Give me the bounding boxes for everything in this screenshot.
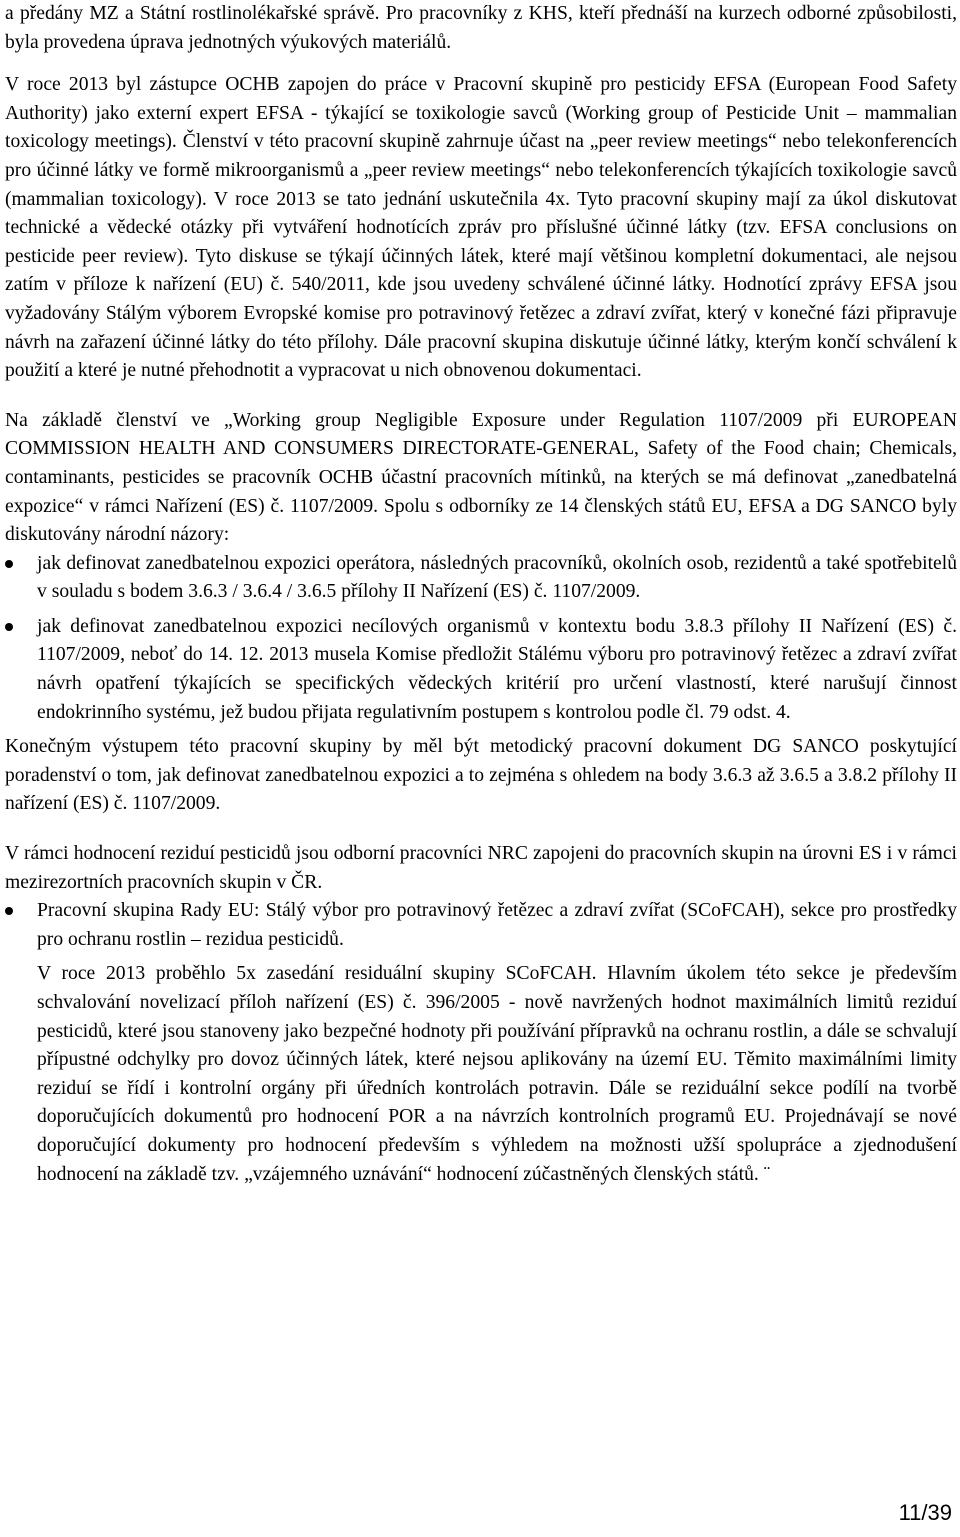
paragraph-efsa-working-group: V roce 2013 byl zástupce OCHB zapojen do práce v Pracovní skupině pro pesticidy EFSA (European Food Safety Authority) jako externí expert EFSA - týkající se toxikologie savců (Working group of Pesticide Unit – mammalian toxicology meetings). Členství v této pracovní skupině zahrnuje účast na „peer review meetings“ nebo telekonferencích pro účinné látky ve formě mikroorganismů a „peer review meetings“ nebo telekonferencích týkajících toxikologie savců (mammalian toxicology). V roce 2013 se tato jednání uskutečnila 4x. Tyto pracovní skupiny mají za úkol diskutovat technické a vědecké otázky při vytváření hodnotících zpráv pro příslušné účinné látky (tzv. EFSA conclusions on pesticide peer review). Tyto diskuse se týkají účinných látek, které mají většinou kompletní dokumentaci, ale nejsou zatím v příloze k nařízení (EU) č. 540/2011, kde jsou uvedeny schválené účinné látky. Hodnotící zprávy EFSA jsou vyžadovány Stálým výborem Evropské komise pro potravinový řetězec a zdraví zvířat, který v konečné fázi připravuje návrh na zařazení účinné látky do této přílohy. Dále pracovní skupina diskutuje účinné látky, kterým končí schválení k použití a které je nutné přehodnotit a vypracovat u nich obnovenou dokumentaci.	[5, 74, 957, 382]
paragraph-residue-evaluation: V rámci hodnocení reziduí pesticidů jsou odborní pracovníci NRC zapojeni do pracovních skupin na úrovni ES i v rámci mezirezortních pracovních skupin v ČR.	[5, 843, 957, 893]
list-item	[5, 613, 957, 727]
bullet-icon	[5, 623, 13, 631]
list-item	[5, 550, 957, 607]
paragraph-negligible-exposure: Na základě členství ve „Working group Negligible Exposure under Regulation 1107/2009 při EUROPEAN COMMISSION HEALTH AND CONSUMERS DIRECTORATE-GENERAL, Safety of the Food chain; Chemicals, contaminants, pesticides se pracovník OCHB účastní pracovních mítinků, na kterých se má definovat „zanedbatelná expozice“ v rámci Nařízení (ES) č. 1107/2009. Spolu s odborníky ze 14 členských států EU, EFSA a DG SANCO byly diskutovány národní názory:	[5, 409, 957, 546]
bullet-icon	[5, 560, 13, 568]
bullet-list-working-groups	[5, 897, 957, 954]
list-item	[5, 897, 957, 954]
paragraph-final-output: Konečným výstupem této pracovní skupiny by měl být metodický pracovní dokument DG SANCO poskytující poradenství o tom, jak definovat zanedbatelnou expozici a to zejména s ohledem na body 3.6.3 až 3.6.5 a 3.8.2 přílohy II nařízení (ES) č. 1107/2009.	[5, 736, 957, 815]
list-item-text: jak definovat zanedbatelnou expozici operátora, následných pracovníků, okolních osob, rezidentů a také spotřebitelů v souladu s bodem 3.6.3 / 3.6.4 / 3.6.5 přílohy II Nařízení (ES) č. 1107/2009.	[37, 552, 957, 603]
list-item-text: jak definovat zanedbatelnou expozici necílových organismů v kontextu bodu 3.8.3 přílohy II Nařízení (ES) č. 1107/2009, neboť do 14. 12. 2013 musela Komise předložit Stálému výboru pro potravinový řetězec a zdraví zvířat návrh opatření týkajících se specifických vědeckých kritérií pro určení vlastností, které narušují činnost endokrinního systému, jež budou přijata regulativním postupem s kontrolou podle čl. 79 odst. 4.	[37, 615, 957, 723]
list-item-text: Pracovní skupina Rady EU: Stálý výbor pro potravinový řetězec a zdraví zvířat (SCoFCAH), sekce pro prostředky pro ochranu rostlin – rezidua pesticidů.	[37, 900, 957, 950]
paragraph-continuation: a předány MZ a Státní rostlinolékařské správě. Pro pracovníky z KHS, kteří přednáší na kurzech odborné způsobilosti, byla provedena úprava jednotných výukových materiálů.	[5, 3, 957, 53]
page-number: 11/39	[898, 1500, 952, 1525]
bullet-icon	[5, 907, 13, 915]
indented-block	[5, 960, 957, 1189]
document-page	[5, 0, 957, 1189]
bullet-list-national-views	[5, 550, 957, 728]
paragraph-scofcah-sessions: V roce 2013 proběhlo 5x zasedání residuální skupiny SCoFCAH. Hlavním úkolem této sekce je především schvalování novelizací příloh nařízení (ES) č. 396/2005 - nově navržených hodnot maximálních limitů reziduí pesticidů, které jsou stanoveny jako bezpečné hodnoty při používání přípravků na ochranu rostlin, a dále se schvalují přípustné odchylky pro dovoz účinných látek, které nejsou aplikovány na území EU. Těmito maximálními limity reziduí se řídí i kontrolní orgány při úředních kontrolách potravin. Dále se reziduální sekce podílí na tvorbě doporučujících dokumentů pro hodnocení POR a na návrzích kontrolních programů EU. Projednávají se nové doporučující dokumenty pro hodnocení především s výhledem na možnosti užší spolupráce a zjednodušení hodnocení na základě tzv. „vzájemného uznávání“ hodnocení zúčastněných členských států. ¨	[37, 963, 957, 1185]
